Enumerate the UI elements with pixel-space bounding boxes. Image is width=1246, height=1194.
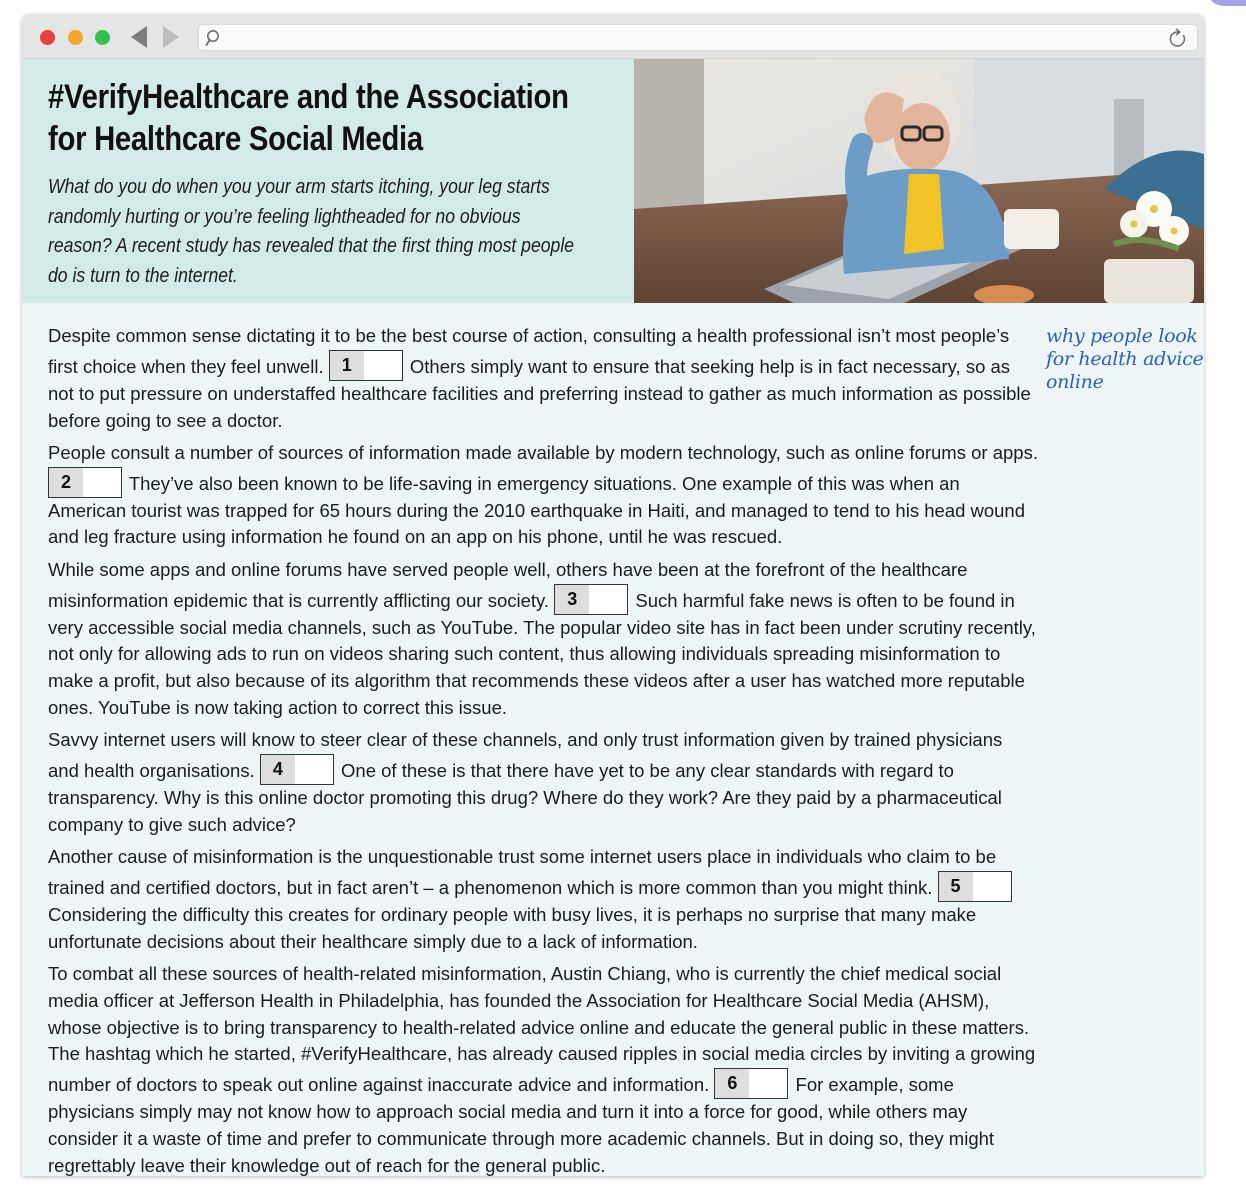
gap-box-2[interactable]: [48, 467, 122, 498]
woman-at-laptop-illustration: [634, 59, 1204, 303]
gap-number: 3: [555, 585, 589, 614]
paragraph-5: [48, 844, 1038, 955]
paragraph-text: To combat all these sources of health-related misinformation, Austin Chiang, who is currently the chief medical social media officer at Jefferson Health in Philadelphia, has founded the Association for Healthcare Social Media (AHSM), whose objective is to bring transparency to health-related advice online and educate the general public in these matters. The hashtag which he started, #VerifyHealthcare, has already caused ripples in social media circles by inviting a growing number of doctors to speak out online against inaccurate advice and information.: [48, 963, 1036, 1096]
minimize-window-button[interactable]: [68, 30, 83, 45]
paragraph-text: Considering the difficulty this creates for ordinary people with busy lives, it is perhaps no surprise that many make unfortunate decisions about their healthcare simply due to a lack of information.: [48, 903, 977, 952]
paragraph-text: Such harmful fake news is often to be found in very accessible social media channels, such as YouTube. The popular video site has in fact been under scrutiny recently, not only for allowing ads to run on videos sharing such content, thus allowing individuals spreading misinformation to make a profit, but also because of its algorithm that recommends these videos after a user has watched more reputable ones. YouTube is now taking action to correct this issue.: [48, 589, 1036, 718]
gap-box-6[interactable]: [714, 1068, 788, 1099]
gap-number: 5: [939, 872, 973, 901]
corner-decoration: [1206, 0, 1246, 6]
gap-box-5[interactable]: [938, 871, 1012, 902]
search-icon: [205, 29, 223, 47]
paragraph-1: [48, 323, 1038, 434]
paragraph-text: They’ve also been known to be life-saving in emergency situations. One example of this was when an American tourist was trapped for 65 hours during the 2010 earthquake in Haiti, and managed to tend to his head wound and leg fracture using information he found on an app on his phone, until he was rescued.: [48, 472, 1026, 548]
paragraph-text: People consult a number of sources of information made available by modern technology, such as online forums or apps.: [48, 441, 1038, 463]
paragraph-text: For example, some physicians simply may not know how to approach social media and turn it into a force for good, while others may consider it a waste of time and prefer to communicate through more academic channels. But in doing so, they might regrettably leave their knowledge out of reach for the general public.: [48, 1074, 995, 1176]
hero-photo: [634, 59, 1204, 303]
address-bar[interactable]: [198, 24, 1198, 51]
handwritten-margin-note: why people look for health advice online: [1046, 325, 1204, 393]
browser-toolbar: [22, 14, 1204, 59]
hero-text-panel: [22, 59, 634, 303]
paragraph-text: Others simply want to ensure that seeking help is in fact necessary, so as not to put pressure on understaffed healthcare facilities and preferring instead to gather as much information as possible before going to see a doctor.: [48, 355, 1031, 431]
title-line-2: for Healthcare Social Media: [48, 120, 423, 158]
paragraph-text: Savvy internet users will know to steer clear of these channels, and only trust information given by trained physicians and health organisations.: [48, 729, 1003, 782]
standfirst: What do you do when you your arm starts itching, your leg starts randomly hurting or you’re feeling lightheaded for no obvious reason? A recent study has revealed that the first thing most people do is turn to the internet.: [48, 176, 575, 287]
gap-box-4[interactable]: [260, 754, 334, 785]
article-body: [48, 323, 1038, 1176]
gap-number: 6: [715, 1069, 749, 1098]
paragraph-6: [48, 961, 1038, 1176]
gap-box-1[interactable]: [329, 350, 403, 381]
title-line-1: #VerifyHealthcare and the Association: [48, 78, 569, 116]
paragraph-3: [48, 557, 1038, 722]
paragraph-4: [48, 727, 1038, 838]
article-hero: [22, 59, 1204, 303]
back-arrow-icon[interactable]: [131, 26, 147, 48]
gap-box-3[interactable]: [554, 584, 628, 615]
close-window-button[interactable]: [40, 30, 55, 45]
paragraph-text: Despite common sense dictating it to be the best course of action, consulting a health professional isn’t most people’s first choice when they feel unwell.: [48, 325, 1010, 377]
paragraph-text: Another cause of misinformation is the unquestionable trust some internet users place in individuals who claim to be trained and certified doctors, but in fact aren’t – a phenomenon which is more common than you might think.: [48, 846, 997, 898]
forward-arrow-icon[interactable]: [163, 26, 179, 48]
zoom-window-button[interactable]: [95, 30, 110, 45]
gap-number: 4: [261, 755, 295, 784]
page-title: [48, 76, 633, 160]
paragraph-text: While some apps and online forums have served people well, others have been at the forefront of the healthcare misinformation epidemic that is currently afflicting our society.: [48, 558, 968, 611]
paragraph-text: One of these is that there have yet to be any clear standards with regard to transparency. Why is this online doctor promoting this drug? Where do they work? Are they paid by a pharmaceutical company to give such advice?: [48, 760, 1002, 835]
reload-icon[interactable]: [1167, 28, 1189, 50]
paragraph-2: [48, 440, 1038, 551]
gap-number: 2: [49, 468, 83, 497]
gap-number: 1: [330, 351, 364, 380]
browser-window: [22, 14, 1204, 1176]
